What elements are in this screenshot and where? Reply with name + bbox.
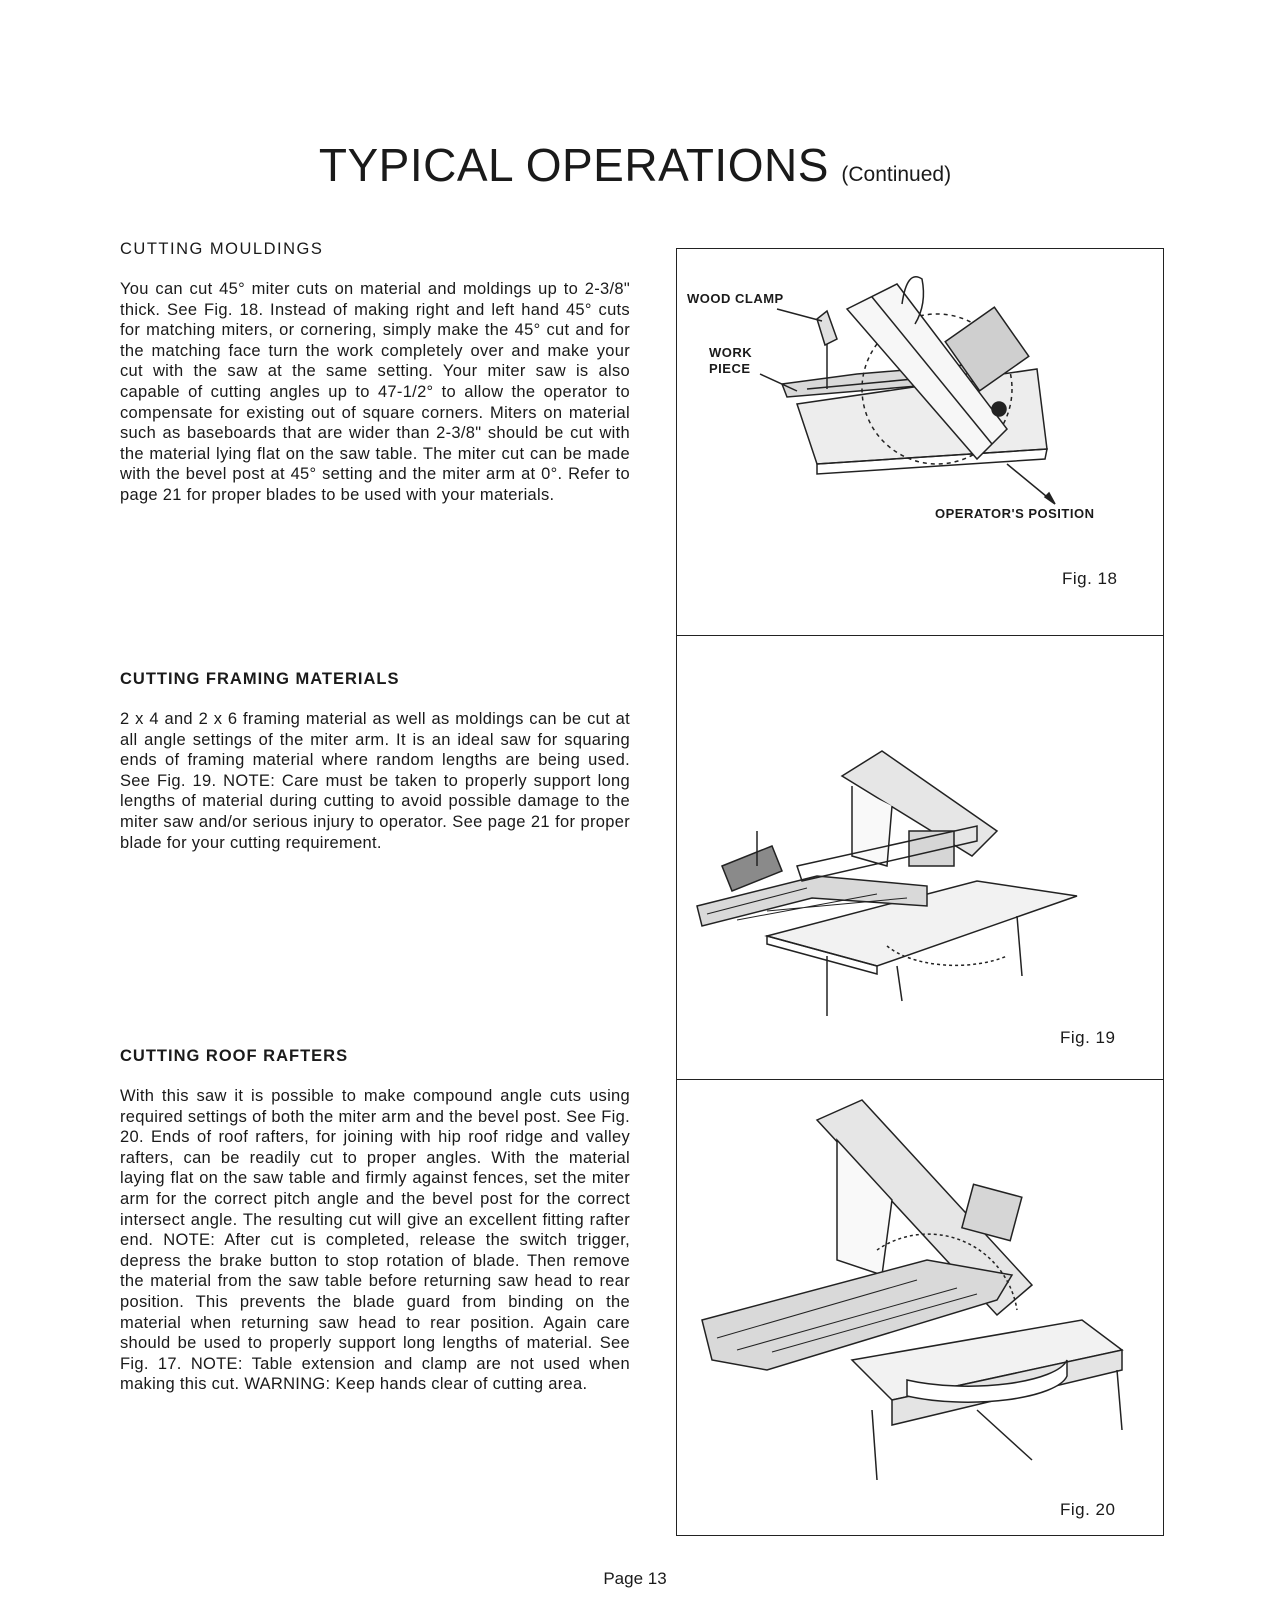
section-heading: CUTTING FRAMING MATERIALS [120, 670, 400, 688]
callout-work: WORK [709, 345, 753, 360]
figure-18 [676, 248, 1164, 636]
callout-piece: PIECE [709, 361, 751, 376]
figure-caption: Fig. 20 [1060, 1500, 1116, 1519]
section-heading: CUTTING ROOF RAFTERS [120, 1047, 349, 1065]
section-body: With this saw it is possible to make compound angle cuts using required settings of both the miter arm and the bevel post. See Fig. 20. Ends of roof rafters, for joining with hip roof ridge and valley rafters, can be readily cut to proper angles. With the material laying flat on the saw table and firmly against fences, set the miter arm for the correct pitch angle and the bevel post for the correct intersect angle. The resulting cut will give an excellent fitting rafter end. NOTE: After cut is completed, release the switch trigger, depress the brake button to stop rotation of blade. Then remove the material from the saw table before returning saw head to rear position. This prevents the blade guard from binding on the material when returning saw head to rear position. Again care should be used to properly support long lengths of material. See Fig. 17. NOTE: Table extension and clamp are not used when making this cut. WARNING: Keep hands clear of cutting area. [120, 1087, 630, 1394]
figure-19 [676, 636, 1164, 1080]
callout-wood-clamp: WOOD CLAMP [687, 291, 784, 306]
figure-20 [676, 1080, 1164, 1536]
figure-caption: Fig. 18 [1062, 569, 1118, 588]
page-number: Page 13 [603, 1569, 667, 1588]
section-cutting-mouldings [120, 240, 630, 506]
section-heading: CUTTING MOULDINGS [120, 240, 324, 258]
page-title [0, 138, 1270, 192]
figure-caption: Fig. 19 [1060, 1028, 1116, 1047]
callout-operator-position: OPERATOR'S POSITION [935, 506, 1095, 521]
section-cutting-framing [120, 670, 630, 853]
section-cutting-rafters [120, 1047, 630, 1395]
miter-saw-framing-illustration [677, 636, 1165, 1080]
title-continued: (Continued) [841, 163, 952, 186]
title-main: TYPICAL OPERATIONS [318, 139, 829, 191]
miter-saw-rafter-illustration [677, 1080, 1165, 1536]
section-body: You can cut 45° miter cuts on material and moldings up to 2-3/8" thick. See Fig. 18. Instead of making right and left hand 45° cuts for matching miters, or cornering, simply make the 45° cut and for the matching face turn the work completely over and make your cut with the saw at the same setting. Your miter saw is also capable of cutting angles up to 47-1/2° to allow the operator to compensate for existing out of square corners. Miters on material such as baseboards that are wider than 2-3/8" should be cut with the material lying flat on the saw table. The miter cut can be made with the bevel post at 45° setting and the miter arm at 0°. Refer to page 21 for proper blades to be used with your materials. [120, 280, 630, 504]
section-body: 2 x 4 and 2 x 6 framing material as well as moldings can be cut at all angle settings of the miter arm. It is an ideal saw for squaring ends of framing material where random lengths are being used. See Fig. 19. NOTE: Care must be taken to properly support long lengths of material during cutting to avoid possible damage to the miter saw and/or serious injury to operator. See page 21 for proper blade for your cutting requirement. [120, 710, 630, 852]
